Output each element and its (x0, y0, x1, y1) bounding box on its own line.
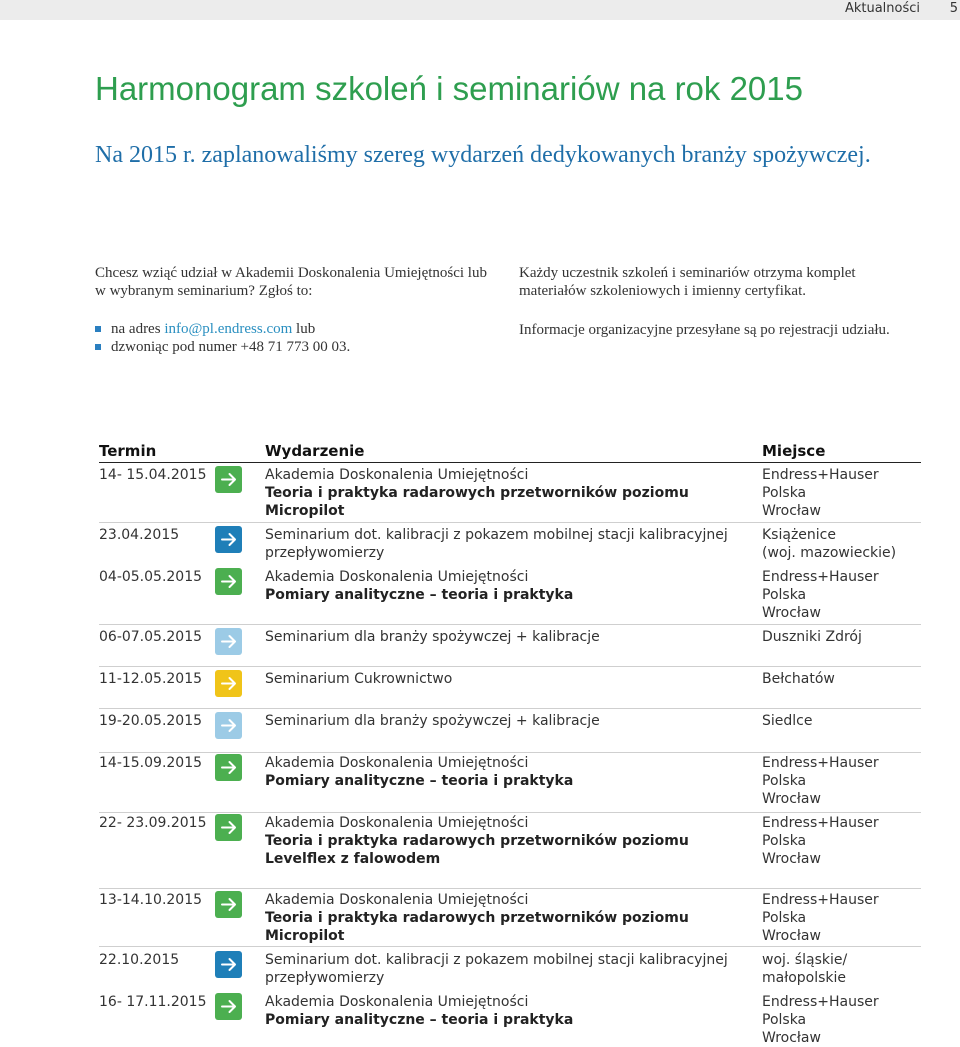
event-topic: Teoria i praktyka radarowych przetworników poziomu Levelflex z falowodem (265, 833, 689, 867)
place-detail: Wrocław (762, 791, 821, 807)
place-name: Bełchatów (762, 671, 835, 687)
event-topic: Pomiary analityczne – teoria i praktyka (265, 773, 574, 789)
place-name: Endress+Hauser Polska (762, 994, 879, 1028)
row-event (265, 712, 735, 730)
event-title: Akademia Doskonalenia Umiejętności (265, 815, 529, 831)
row-place (762, 814, 922, 868)
contact-phone-item: dzwoniąc pod numer +48 71 773 00 03. (95, 338, 495, 356)
certificate-note: Każdy uczestnik szkoleń i seminariów otrzyma komplet materiałów szkoleniowych i imienny certyfikat. (519, 265, 856, 299)
header-bar (0, 0, 960, 20)
row-event (265, 993, 735, 1029)
row-place (762, 526, 922, 562)
row-event (265, 568, 735, 604)
table-row (99, 754, 921, 813)
arrow-right-icon[interactable] (215, 951, 242, 978)
event-topic: Teoria i praktyka radarowych przetworników poziomu Micropilot (265, 910, 689, 944)
table-row (99, 951, 921, 993)
table-row (99, 526, 921, 568)
place-name: Endress+Hauser Polska (762, 467, 879, 501)
arrow-right-icon[interactable] (215, 712, 242, 739)
participant-info (519, 264, 919, 360)
header-event: Wydarzenie (265, 442, 365, 460)
place-detail: Wrocław (762, 1030, 821, 1046)
row-date: 16- 17.11.2015 (99, 994, 207, 1010)
arrow-right-icon[interactable] (215, 891, 242, 918)
place-name: woj. śląskie/ małopolskie (762, 952, 848, 986)
table-row (99, 891, 921, 947)
table-row (99, 814, 921, 889)
place-name: Siedlce (762, 713, 813, 729)
row-date: 06-07.05.2015 (99, 629, 203, 645)
place-name: Endress+Hauser Polska (762, 815, 879, 849)
row-event (265, 526, 735, 562)
arrow-right-icon[interactable] (215, 993, 242, 1020)
arrow-right-icon[interactable] (215, 526, 242, 553)
place-name: Endress+Hauser Polska (762, 755, 879, 789)
row-place (762, 466, 922, 520)
row-place (762, 951, 922, 987)
header-place: Miejsce (762, 442, 826, 460)
page-subtitle: Na 2015 r. zaplanowaliśmy szereg wydarzeń dedykowanych branży spożywczej. (95, 142, 871, 168)
event-title: Akademia Doskonalenia Umiejętności (265, 755, 529, 771)
arrow-right-icon[interactable] (215, 814, 242, 841)
event-title: Akademia Doskonalenia Umiejętności (265, 569, 529, 585)
header-date: Termin (99, 442, 157, 460)
row-event (265, 628, 735, 646)
row-place (762, 568, 922, 622)
row-date: 04-05.05.2015 (99, 569, 203, 585)
arrow-right-icon[interactable] (215, 568, 242, 595)
place-detail: Wrocław (762, 851, 821, 867)
page-title: Harmonogram szkoleń i seminariów na rok 2015 (95, 70, 803, 107)
table-row (99, 993, 921, 1046)
row-event (265, 891, 735, 945)
signup-info (95, 264, 495, 356)
signup-question: Chcesz wziąć udział w Akademii Doskonalenia Umiejętności lub w wybranym seminarium? Zgłoś to: (95, 265, 487, 299)
table-row (99, 628, 921, 667)
row-date: 23.04.2015 (99, 527, 180, 543)
row-event (265, 814, 735, 868)
arrow-right-icon[interactable] (215, 628, 242, 655)
row-date: 14- 15.04.2015 (99, 467, 207, 483)
table-header (99, 442, 921, 463)
event-title: Akademia Doskonalenia Umiejętności (265, 994, 529, 1010)
arrow-right-icon[interactable] (215, 466, 242, 493)
place-detail: Wrocław (762, 605, 821, 621)
email-link[interactable]: info@pl.endress.com (164, 321, 293, 337)
row-date: 22.10.2015 (99, 952, 180, 968)
place-detail: (woj. mazowieckie) (762, 545, 897, 561)
event-topic: Teoria i praktyka radarowych przetworników poziomu Micropilot (265, 485, 689, 519)
row-date: 11-12.05.2015 (99, 671, 203, 687)
row-event (265, 754, 735, 790)
event-title: Seminarium dla branży spożywczej + kalibracje (265, 713, 600, 729)
row-date: 14-15.09.2015 (99, 755, 203, 771)
table-row (99, 670, 921, 709)
place-name: Endress+Hauser Polska (762, 892, 879, 926)
place-name: Książenice (762, 527, 836, 543)
row-date: 19-20.05.2015 (99, 713, 203, 729)
table-row (99, 712, 921, 753)
event-title: Akademia Doskonalenia Umiejętności (265, 467, 529, 483)
place-detail: Wrocław (762, 928, 821, 944)
page-number: 5 (949, 1, 958, 16)
row-date: 22- 23.09.2015 (99, 815, 207, 831)
event-title: Seminarium Cukrownictwo (265, 671, 453, 687)
place-name: Duszniki Zdrój (762, 629, 862, 645)
arrow-right-icon[interactable] (215, 670, 242, 697)
email-suffix: lub (292, 321, 316, 337)
registration-note: Informacje organizacyjne przesyłane są po rejestracji udziału. (519, 322, 890, 338)
event-topic: Pomiary analityczne – teoria i praktyka (265, 1012, 574, 1028)
event-title: Seminarium dot. kalibracji z pokazem mobilnej stacji kalibracyjnej przepływomierzy (265, 527, 728, 561)
section-label: Aktualności (844, 1, 920, 16)
row-place (762, 754, 922, 808)
row-place (762, 670, 922, 688)
table-row (99, 466, 921, 523)
event-title: Seminarium dot. kalibracji z pokazem mobilnej stacji kalibracyjnej przepływomierzy (265, 952, 728, 986)
event-title: Akademia Doskonalenia Umiejętności (265, 892, 529, 908)
row-event (265, 670, 735, 688)
email-prefix: na adres (111, 321, 165, 337)
row-event (265, 466, 735, 520)
arrow-right-icon[interactable] (215, 754, 242, 781)
row-date: 13-14.10.2015 (99, 892, 203, 908)
row-place (762, 891, 922, 945)
row-event (265, 951, 735, 987)
table-row (99, 568, 921, 625)
row-place (762, 993, 922, 1047)
event-topic: Pomiary analityczne – teoria i praktyka (265, 587, 574, 603)
place-name: Endress+Hauser Polska (762, 569, 879, 603)
row-place (762, 628, 922, 646)
row-place (762, 712, 922, 730)
contact-email-item (95, 320, 495, 338)
event-title: Seminarium dla branży spożywczej + kalibracje (265, 629, 600, 645)
contact-list (95, 320, 495, 356)
place-detail: Wrocław (762, 503, 821, 519)
